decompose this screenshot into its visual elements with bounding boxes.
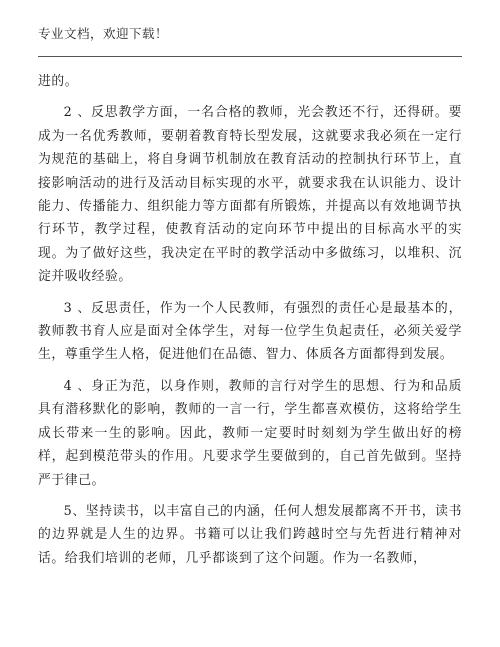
page-header: 专业文档，欢迎下载！ <box>38 26 169 41</box>
paragraph: 4 、身正为范，以身作则，教师的言行对学生的思想、行为和品质具有潜移默化的影响，教师的一言一行，学生都喜欢模仿，这将给学生成长带来一生的影响。因此，教师一定要时时刻刻为学生做出好的榜样，起到模范带头的作用。凡要求学生要做到的，自己首先做到。坚持严于律己。 <box>38 378 462 488</box>
document-body <box>38 70 462 578</box>
paragraph: 2 、反思教学方面，一名合格的教师，光会教还不行，还得研。要成为一名优秀教师，要朝着教育特长型发展，这就要求我必须在一定行为规范的基础上，将自身调节机制放在教育活动的控制执行环节上，直接影响活动的进行及活动目标实现的水平，就要求我在认识能力、设计能力、传播能力、组织能力等方面都有所锻炼，并提高以有效地调节执行环节，教学过程，使教育活动的定向环节中提出的目标高水平的实现。为了做好这些，我决定在平时的教学活动中多做练习，以堆积、沉淀并吸收经验。 <box>38 105 462 285</box>
paragraph: 5、坚持读书，以丰富自己的内涵，任何人想发展都离不开书，读书的边界就是人生的边界。书籍可以让我们跨越时空与先哲进行精神对话。给我们培训的老师，几乎都谈到了这个问题。作为一名教师， <box>38 503 462 566</box>
header-divider <box>38 56 462 57</box>
paragraph: 进的。 <box>38 74 79 89</box>
paragraph: 3 、反思责任，作为一个人民教师，有强烈的责任心是最基本的，教师教书育人应是面对全体学生，对每一位学生负起责任，必须关爱学生，尊重学生人格，促进他们在品德、智力、体质各方面都得到发展。 <box>38 300 462 363</box>
